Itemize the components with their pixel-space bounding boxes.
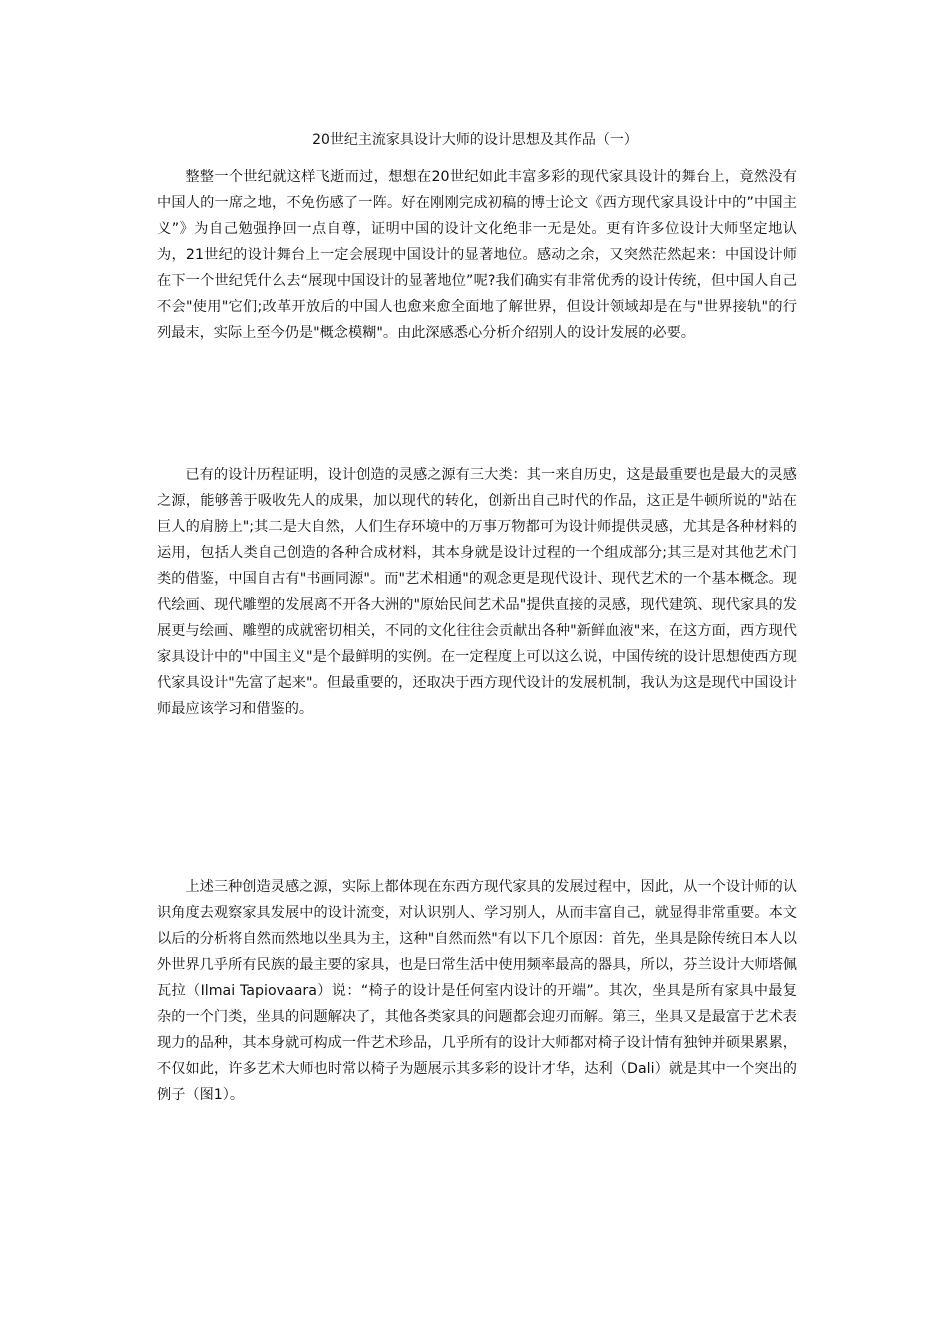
document-title: 20世纪主流家具设计大师的设计思想及其作品（一） xyxy=(312,132,638,148)
paragraph-3: 上述三种创造灵感之源，实际上都体现在东西方现代家具的发展过程中，因此，从一个设计师的认识角度去观察家具发展中的设计流变，对认识别人、学习别人，从而丰富自己，就显得非常重要。本文以后的分析将自然而然地以坐具为主，这种"自然而然"有以下几个原因：首先，坐具是除传统日本人以外世界几乎所有民族的最主要的家具，也是曰常生活中使用频率最高的器具，所以，芬兰设计大师塔佩瓦拉（Ilmai Tapiovaara）说：“椅子的设计是任何室内设计的开端”。其次，坐具是所有家具中最复杂的一个门类，坐具的问题解决了，其他各类家具的问题都会迎刃而解。第三，坐具又是最富于艺术表现力的品种，其本身就可构成一件艺术珍品，几乎所有的设计大师都对椅子设计情有独钟并硕果累累，不仅如此，许多艺术大师也时常以椅子为题展示其多彩的设计才华，达利（Dali）就是其中一个突出的例子（图1）。 xyxy=(157,879,797,1103)
paragraph-1: 整整一个世纪就这样飞逝而过，想想在20世纪如此丰富多彩的现代家具设计的舞台上，竟然没有中国人的一席之地，不免伤感了一阵。好在刚刚完成初稿的博士论文《西方现代家具设计中的”中国主义”》为自己勉强挣回一点自尊，证明中国的设计文化绝非一无是处。更有许多位设计大师坚定地认为，21世纪的设计舞台上一定会展现中国设计的显著地位。感动之余，又突然茫然起来：中国设计师在下一个世纪凭什么去“展现中国设计的显著地位”呢?我们确实有非常优秀的设计传统，但中国人自己不会"使用"它们;改革开放后的中国人也愈来愈全面地了解世界，但设计领域却是在与"世界接轨"的行列最末，实际上至今仍是"概念模糊"。由此深感悉心分析介绍别人的设计发展的必要。 xyxy=(157,169,797,341)
paragraph-2: 已有的设计历程证明，设计创造的灵感之源有三大类：其一来自历史，这是最重要也是最大的灵感之源，能够善于吸收先人的成果，加以现代的转化，创新出自己时代的作品，这正是牛顿所说的"站在巨人的肩膀上";其二是大自然，人们生存环境中的万事万物都可为设计师提供灵感，尤其是各种材料的运用，包括人类自己创造的各种合成材料，其本身就是设计过程的一个组成部分;其三是对其他艺术门类的借鉴，中国自古有"书画同源"。而"艺术相通"的观念更是现代设计、现代艺术的一个基本概念。现代绘画、现代雕塑的发展离不开各大洲的"原始民间艺术品"提供直接的灵感，现代建筑、现代家具的发展更与绘画、雕塑的成就密切相关，不同的文化往往会贡献出各种"新鲜血液"来，在这方面，西方现代家具设计中的"中国主义"是个最鲜明的实例。在一定程度上可以这么说，中国传统的设计思想使西方现代家具设计"先富了起来"。但最重要的，还取决于西方现代设计的发展机制，我认为这是现代中国设计师最应该学习和借鉴的。 xyxy=(157,467,797,717)
